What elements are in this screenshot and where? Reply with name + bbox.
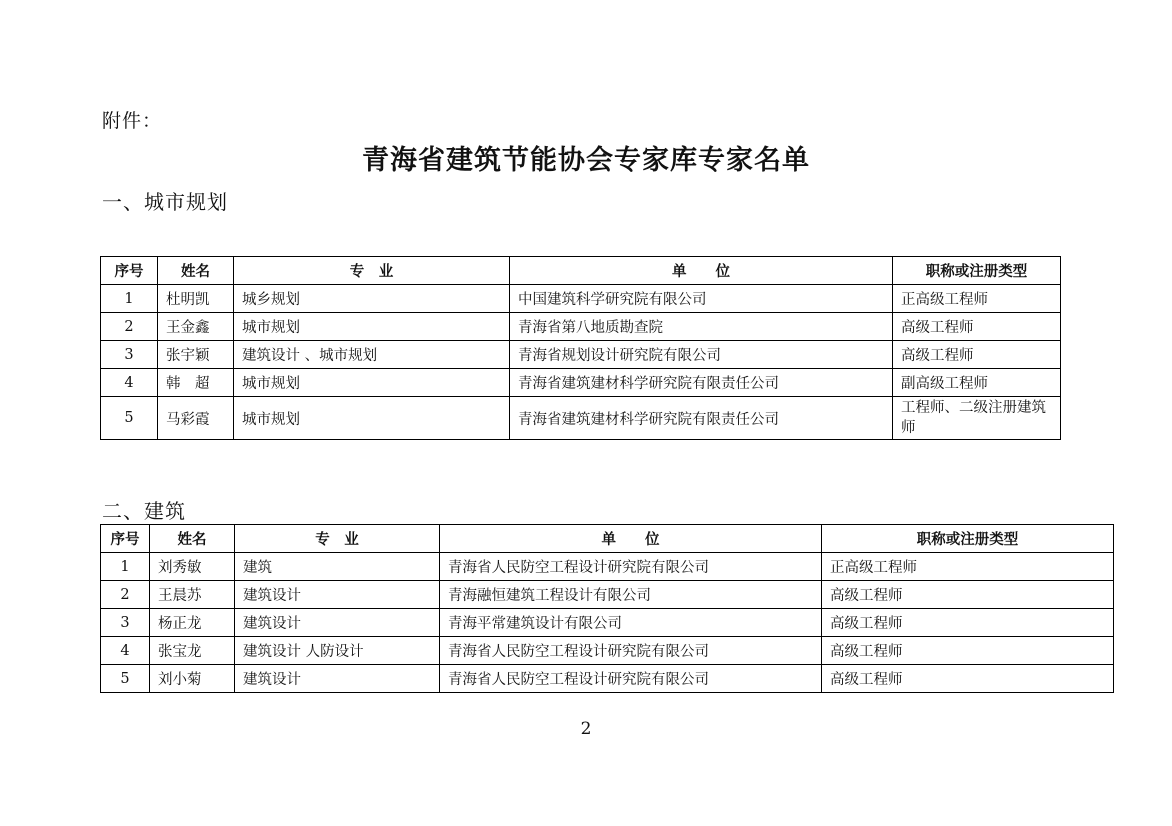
page-number: 2	[580, 719, 592, 739]
cell-name: 马彩霞	[158, 397, 234, 440]
cell-specialty: 城市规划	[234, 397, 510, 440]
document-title: 青海省建筑节能协会专家库专家名单	[362, 145, 810, 176]
cell-title: 高级工程师	[893, 341, 1061, 369]
header-seq: 序号	[101, 257, 158, 285]
cell-specialty: 建筑设计	[235, 581, 440, 609]
cell-title: 正高级工程师	[893, 285, 1061, 313]
cell-name: 张宝龙	[150, 637, 235, 665]
cell-unit: 青海省规划设计研究院有限公司	[510, 341, 893, 369]
header-name: 姓名	[158, 257, 234, 285]
cell-unit: 青海省人民防空工程设计研究院有限公司	[440, 637, 822, 665]
cell-seq: 5	[101, 665, 150, 693]
cell-title: 工程师、二级注册建筑师	[893, 397, 1061, 440]
cell-name: 王晨苏	[150, 581, 235, 609]
attachment-label: 附件：	[102, 110, 163, 132]
header-title: 职称或注册类型	[893, 257, 1061, 285]
cell-unit: 青海省人民防空工程设计研究院有限公司	[440, 553, 822, 581]
expert-table-architecture	[100, 524, 1114, 693]
cell-seq: 2	[101, 313, 158, 341]
cell-title: 高级工程师	[822, 637, 1114, 665]
cell-title: 正高级工程师	[822, 553, 1114, 581]
cell-specialty: 建筑设计	[235, 665, 440, 693]
cell-specialty: 城市规划	[234, 313, 510, 341]
cell-unit: 青海省人民防空工程设计研究院有限公司	[440, 665, 822, 693]
cell-unit: 青海省第八地质勘查院	[510, 313, 893, 341]
cell-specialty: 建筑设计 、城市规划	[234, 341, 510, 369]
cell-seq: 2	[101, 581, 150, 609]
cell-unit: 青海融恒建筑工程设计有限公司	[440, 581, 822, 609]
cell-seq: 3	[101, 609, 150, 637]
cell-specialty: 建筑设计	[235, 609, 440, 637]
cell-seq: 3	[101, 341, 158, 369]
cell-specialty: 城乡规划	[234, 285, 510, 313]
cell-name: 刘秀敏	[150, 553, 235, 581]
table-row	[101, 313, 1061, 341]
cell-seq: 1	[101, 285, 158, 313]
table-row	[101, 285, 1061, 313]
cell-name: 张宇颖	[158, 341, 234, 369]
cell-title: 高级工程师	[822, 581, 1114, 609]
cell-unit: 青海省建筑建材科学研究院有限责任公司	[510, 369, 893, 397]
section-heading-architecture: 二、建筑	[102, 499, 186, 523]
cell-title: 副高级工程师	[893, 369, 1061, 397]
table-row	[101, 665, 1114, 693]
section-heading-urban-planning: 一、城市规划	[102, 190, 228, 214]
header-specialty: 专 业	[234, 257, 510, 285]
cell-seq: 1	[101, 553, 150, 581]
cell-unit: 中国建筑科学研究院有限公司	[510, 285, 893, 313]
table-row	[101, 341, 1061, 369]
table-row	[101, 397, 1061, 440]
cell-specialty: 城市规划	[234, 369, 510, 397]
cell-unit: 青海平常建筑设计有限公司	[440, 609, 822, 637]
cell-specialty: 建筑	[235, 553, 440, 581]
header-unit: 单 位	[510, 257, 893, 285]
cell-title: 高级工程师	[822, 609, 1114, 637]
cell-seq: 4	[101, 369, 158, 397]
cell-name: 杜明凯	[158, 285, 234, 313]
header-seq: 序号	[101, 525, 150, 553]
table-row	[101, 553, 1114, 581]
table-header-row	[101, 257, 1061, 285]
cell-title: 高级工程师	[893, 313, 1061, 341]
table-row	[101, 581, 1114, 609]
cell-title: 高级工程师	[822, 665, 1114, 693]
expert-table-urban-planning	[100, 256, 1061, 440]
header-name: 姓名	[150, 525, 235, 553]
cell-name: 刘小菊	[150, 665, 235, 693]
cell-seq: 5	[101, 397, 158, 440]
header-unit: 单 位	[440, 525, 822, 553]
header-specialty: 专 业	[235, 525, 440, 553]
table-row	[101, 637, 1114, 665]
table-row	[101, 609, 1114, 637]
table-row	[101, 369, 1061, 397]
cell-unit: 青海省建筑建材科学研究院有限责任公司	[510, 397, 893, 440]
cell-name: 王金鑫	[158, 313, 234, 341]
cell-name: 韩 超	[158, 369, 234, 397]
cell-specialty: 建筑设计 人防设计	[235, 637, 440, 665]
cell-name: 杨正龙	[150, 609, 235, 637]
header-title: 职称或注册类型	[822, 525, 1114, 553]
cell-seq: 4	[101, 637, 150, 665]
table-header-row	[101, 525, 1114, 553]
